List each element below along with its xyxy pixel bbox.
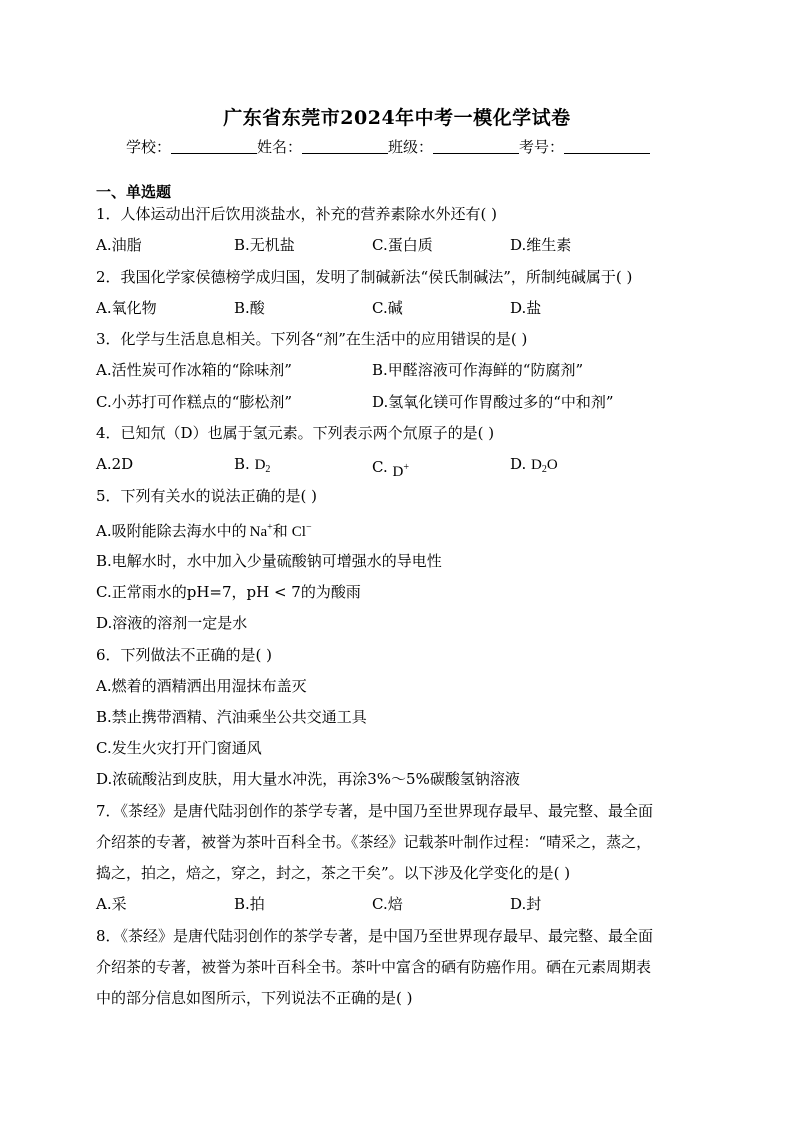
q5-option-b: B.电解水时，水中加入少量硫酸钠可增强水的导电性 [96, 552, 442, 570]
q5-a-sodium-ion [250, 524, 273, 540]
q4-d-formula [531, 457, 558, 473]
student-info-row [126, 136, 650, 157]
q5-a-na-charge: + [267, 522, 273, 533]
q4-c-symbol: D [392, 464, 404, 480]
q4-d-tail: O [546, 457, 558, 473]
q1-option-d: D.维生素 [510, 236, 572, 254]
q2-option-d: D.盐 [510, 299, 542, 317]
section-heading: 一、单选题 [96, 183, 172, 201]
exam-title: 广东省东莞市2024年中考一模化学试卷 [223, 107, 571, 129]
q5-a-prefix: A.吸附能除去海水中的 [96, 522, 247, 540]
question-3-stem: 3．化学与生活息息相关。下列各“剂”在生活中的应用错误的是( ) [96, 330, 528, 348]
q4-c-superscript: + [403, 462, 409, 473]
q7-option-d: D.封 [510, 895, 542, 913]
q2-option-b: B.酸 [234, 299, 265, 317]
question-8-line-3: 中的部分信息如图所示，下列说法不正确的是( ) [96, 989, 413, 1007]
q2-option-c: C.碱 [372, 299, 403, 317]
q6-option-b: B.禁止携带酒精、汽油乘坐公共交通工具 [96, 708, 367, 726]
q4-d-prefix: D. [510, 455, 527, 473]
q1-option-a: A.油脂 [96, 236, 142, 254]
q4-b-subscript: 2 [265, 464, 271, 475]
q3-option-b: B.甲醛溶液可作海鲜的“防腐剂” [372, 361, 584, 379]
q4-c-prefix: C. [372, 458, 388, 476]
q7-option-c: C.焙 [372, 895, 403, 913]
q4-c-formula [393, 464, 409, 480]
q1-option-b: B.无机盐 [234, 236, 295, 254]
question-5-stem: 5．下列有关水的说法正确的是( ) [96, 487, 318, 505]
number-blank[interactable] [564, 139, 650, 154]
question-7-line-2: 介绍茶的专著，被誉为茶叶百科全书。《茶经》记载茶叶制作过程：“晴采之，蒸之， [96, 833, 652, 851]
q4-b-symbol: D [254, 457, 266, 473]
q5-a-na: Na [249, 524, 268, 540]
number-label: 考号： [519, 138, 565, 156]
q5-option-c: C.正常雨水的pH=7，pH < 7的为酸雨 [96, 583, 361, 601]
q3-option-c: C.小苏打可作糕点的“膨松剂” [96, 393, 293, 411]
question-7-line-1: 7．《茶经》是唐代陆羽创作的茶学专著，是中国乃至世界现存最早、最完整、最全面 [96, 802, 654, 820]
question-6-stem: 6．下列做法不正确的是( ) [96, 646, 273, 664]
q4-b-formula [255, 457, 271, 473]
q4-option-a: A.2D [96, 455, 134, 473]
school-blank[interactable] [171, 139, 257, 154]
q3-option-a: A.活性炭可作冰箱的“除味剂” [96, 361, 292, 379]
name-label: 姓名： [257, 138, 303, 156]
name-blank[interactable] [302, 139, 388, 154]
q6-option-a: A.燃着的酒精洒出用湿抹布盖灭 [96, 677, 307, 695]
q5-option-a [96, 518, 312, 542]
q5-a-chloride-ion [292, 524, 312, 540]
q5-option-d: D.溶液的溶剂一定是水 [96, 614, 248, 632]
q5-a-cl: Cl [291, 524, 306, 540]
q4-b-prefix: B. [234, 455, 250, 473]
question-1-stem: 1．人体运动出汗后饮用淡盐水，补充的营养素除水外还有( ) [96, 205, 498, 223]
question-4-stem: 4．已知氘（D）也属于氢元素。下列表示两个氘原子的是( ) [96, 424, 495, 442]
q4-option-d [510, 454, 558, 480]
q4-option-b [234, 454, 270, 480]
q2-option-a: A.氧化物 [96, 299, 157, 317]
q4-option-c [372, 454, 409, 478]
q3-option-d: D.氢氧化镁可作胃酸过多的“中和剂” [372, 393, 614, 411]
q7-option-a: A.采 [96, 895, 127, 913]
class-label: 班级： [388, 138, 434, 156]
class-blank[interactable] [433, 139, 519, 154]
q1-option-c: C.蛋白质 [372, 236, 433, 254]
school-label: 学校： [126, 138, 172, 156]
q5-a-cl-charge: − [305, 522, 312, 533]
q7-option-b: B.拍 [234, 895, 265, 913]
q4-d-symbol: D [531, 457, 542, 473]
question-8-line-1: 8．《茶经》是唐代陆羽创作的茶学专著，是中国乃至世界现存最早、最完整、最全面 [96, 927, 654, 945]
q5-a-and: 和 [272, 522, 288, 540]
q6-option-d: D.浓硫酸沾到皮肤，用大量水冲洗，再涂3%～5%碳酸氢钠溶液 [96, 770, 520, 788]
question-7-line-3: 捣之，拍之，焙之，穿之，封之，茶之干矣”。以下涉及化学变化的是( ) [96, 864, 571, 882]
q6-option-c: C.发生火灾打开门窗通风 [96, 739, 262, 757]
q4-d-subscript: 2 [541, 464, 547, 475]
question-8-line-2: 介绍茶的专著，被誉为茶叶百科全书。茶叶中富含的硒有防癌作用。硒在元素周期表 [96, 958, 652, 976]
question-2-stem: 2．我国化学家侯德榜学成归国，发明了制碱新法“侯氏制碱法”，所制纯碱属于( ) [96, 268, 633, 286]
